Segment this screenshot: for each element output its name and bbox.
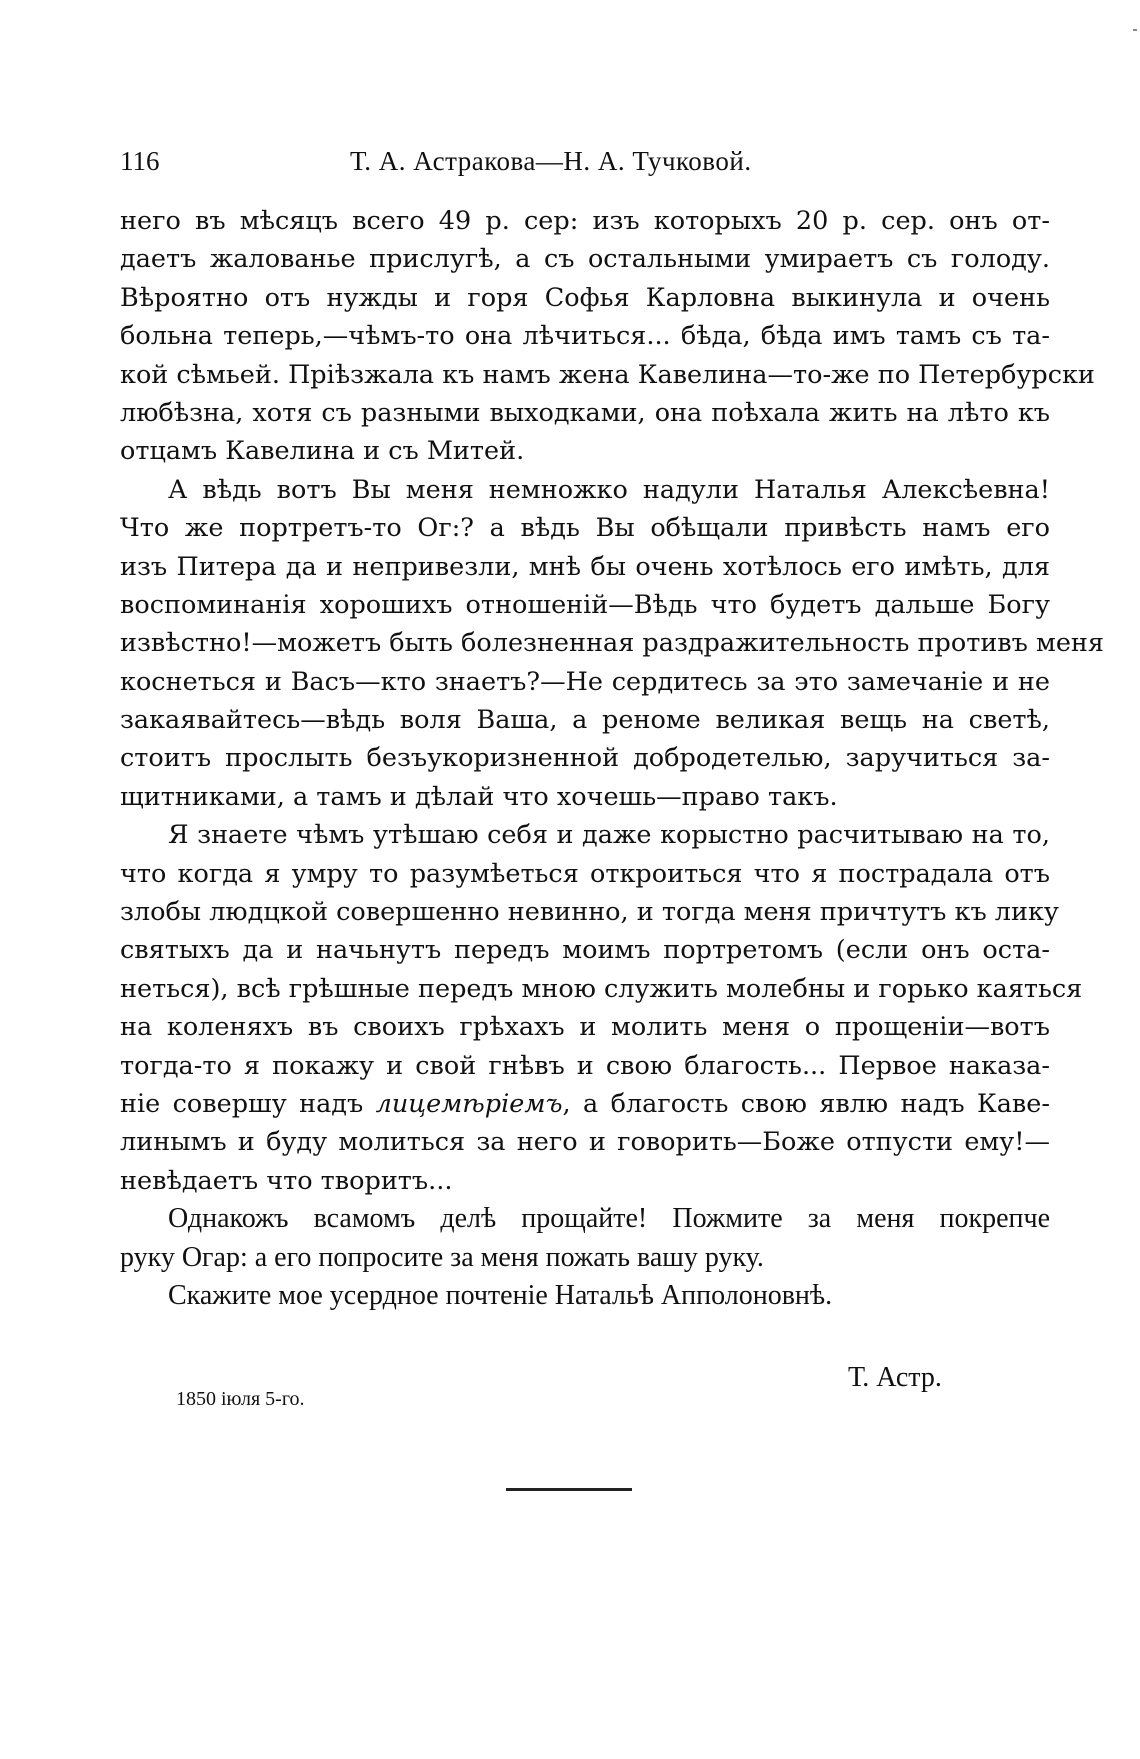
italic-word: лицемѣріемъ [375, 1088, 563, 1119]
text-line: щитниками, а тамъ и дѣлай что хочешь—право такъ. [120, 781, 838, 812]
text-line: А вѣдь вотъ Вы меня немножко надули Наталья Алексѣевна! [168, 474, 1050, 505]
text-line: что когда я умру то разумѣеться откроиться что я пострадала отъ [120, 858, 1050, 889]
paragraph-3 [120, 816, 1083, 1200]
text-line: святыхъ да и начьнутъ передъ моимъ портретомъ (если онъ оста- [120, 935, 1050, 966]
text-line: линымъ и буду молиться за него и говорить—Боже отпусти ему!— [120, 1127, 1050, 1158]
text-line: извѣстно!—можетъ быть болезненная раздражительность противъ меня [120, 628, 1105, 659]
paragraph-4 [120, 1200, 1050, 1277]
letter-date: 1850 іюля 5-го. [176, 1388, 305, 1410]
text-line: злобы людцкой совершенно невинно, и тогда меня причтутъ къ лику [120, 897, 1059, 928]
text-line: коснеться и Васъ—кто знаетъ?—Не сердитесь за это замечаніе и не [120, 666, 1050, 697]
running-title: Т. А. Астракова—Н. А. Тучковой. [350, 146, 752, 176]
page-number: 116 [120, 146, 160, 176]
scan-artifact [1133, 29, 1137, 31]
text-line: на коленяхъ въ своихъ грѣхахъ и молить меня о прощеніи—вотъ [120, 1012, 1050, 1043]
text-fragment: , а благость свою явлю надъ Каве- [562, 1088, 1050, 1119]
text-line: Скажите мое усердное почтеніе Натальѣ Апполоновнѣ. [168, 1279, 833, 1311]
text-line: воспоминанія хорошихъ отношеній—Вѣдь что будетъ дальше Богу [120, 589, 1050, 620]
text-line: Я знаете чѣмъ утѣшаю себя и даже корыстно расчитываю на то, [168, 820, 1050, 851]
text-line: Однакожъ всамомъ делѣ прощайте! Пожмите за меня покрепче [168, 1203, 1050, 1235]
paragraph-5 [120, 1277, 1050, 1315]
text-line: неться), всѣ грѣшные передъ мною служить молебны и горько каяться [120, 973, 1083, 1004]
text-line-with-italic [120, 1085, 1050, 1123]
text-fragment: ніе совершу надъ [120, 1088, 364, 1119]
text-line: тогда-то я покажу и свой гнѣвъ и свою благость... Первое наказа- [120, 1050, 1050, 1081]
paragraph-2 [120, 471, 1105, 817]
text-line: отцамъ Кавелина и съ Митей. [120, 436, 525, 467]
text-line: Вѣроятно отъ нужды и горя Софья Карловна выкинула и очень [120, 282, 1050, 313]
text-line: руку Огар: а его попросите за меня пожать вашу руку. [120, 1241, 764, 1273]
text-line: кой сѣмьей. Пріѣзжала къ намъ жена Кавелина—то-же по Петербурски [120, 359, 1095, 390]
paragraph-1 [120, 202, 1095, 471]
text-line: стоитъ прослыть безъукоризненной добродетелью, заручиться за- [120, 743, 1050, 774]
text-line: Что же портретъ-то Ог:? а вѣдь Вы обѣщали привѣсть намъ его [120, 513, 1050, 544]
page-header [120, 146, 1020, 186]
text-line: любѣзна, хотя съ разными выходками, она поѣхала жить на лѣто къ [120, 397, 1050, 428]
text-line: невѣдаетъ что творитъ... [120, 1165, 453, 1196]
text-line: закаявайтесь—вѣдь воля Ваша, а реноме великая вещь на светѣ, [120, 705, 1050, 736]
section-divider-rule [506, 1488, 632, 1491]
signature: Т. Астр. [848, 1362, 942, 1393]
text-line: больна теперь,—чѣмъ-то она лѣчиться... бѣда, бѣда имъ тамъ съ та- [120, 321, 1050, 352]
letter-body [120, 202, 1105, 1315]
text-line: изъ Питера да и непривезли, мнѣ бы очень хотѣлось его имѣть, для [120, 551, 1050, 582]
text-line: него въ мѣсяцъ всего 49 р. сер: изъ которыхъ 20 р. сер. онъ от- [120, 206, 1050, 236]
text-line: даетъ жалованье прислугѣ, а съ остальными умираетъ съ голоду. [120, 244, 1050, 275]
